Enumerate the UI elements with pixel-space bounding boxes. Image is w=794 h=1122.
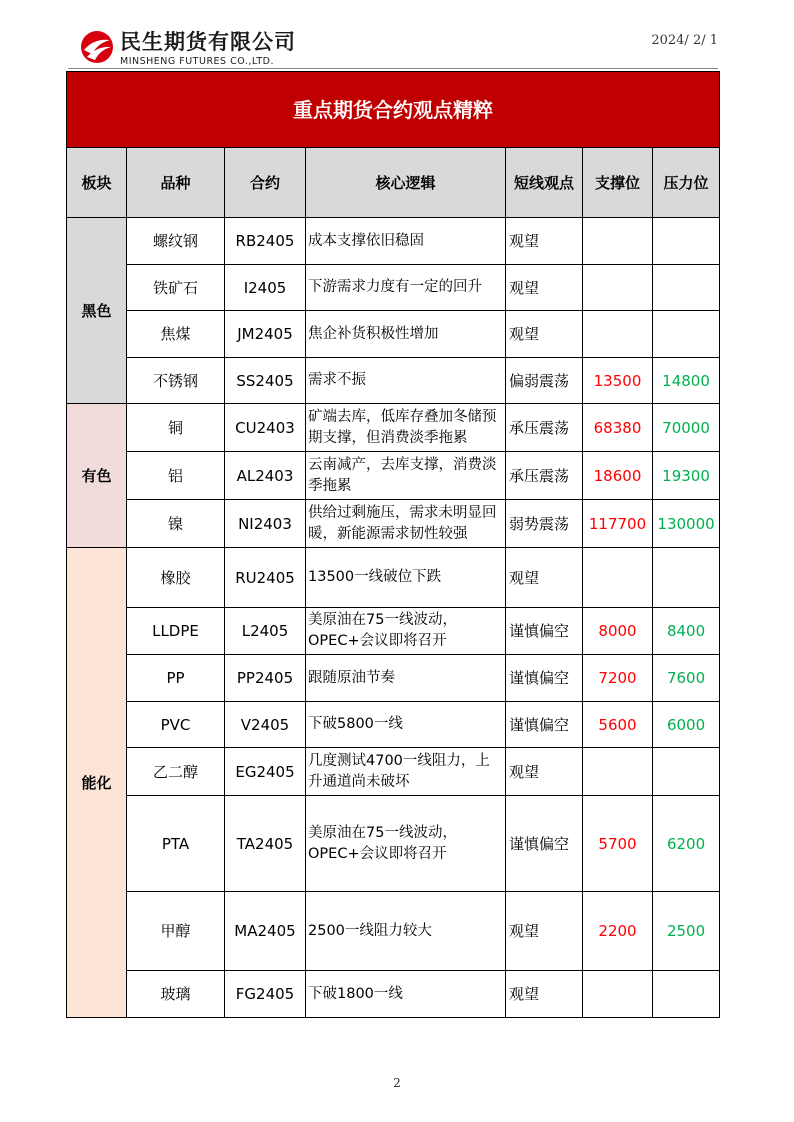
cell-view: 观望 (506, 311, 583, 358)
table-row (67, 265, 720, 311)
header-contract: 合约 (225, 148, 306, 218)
cell-logic: 几度测试4700一线阻力，上升通道尚未破坏 (306, 748, 506, 796)
cell-view: 观望 (506, 971, 583, 1018)
cell-view: 偏弱震荡 (506, 358, 583, 404)
header-view: 短线观点 (506, 148, 583, 218)
table-row (67, 971, 720, 1018)
cell-variety: 铁矿石 (127, 265, 225, 311)
cell-support (583, 971, 653, 1018)
cell-logic: 需求不振 (306, 358, 506, 404)
header-variety: 品种 (127, 148, 225, 218)
cell-resistance (653, 548, 720, 608)
cell-variety: 不锈钢 (127, 358, 225, 404)
cell-support: 2200 (583, 892, 653, 971)
cell-contract: V2405 (225, 702, 306, 748)
cell-resistance: 70000 (653, 404, 720, 452)
cell-resistance: 14800 (653, 358, 720, 404)
cell-support: 117700 (583, 500, 653, 548)
cell-contract: FG2405 (225, 971, 306, 1018)
cell-variety: 玻璃 (127, 971, 225, 1018)
header-divider (68, 68, 718, 69)
cell-variety: 橡胶 (127, 548, 225, 608)
cell-support (583, 218, 653, 265)
cell-view: 弱势震荡 (506, 500, 583, 548)
cell-view: 承压震荡 (506, 404, 583, 452)
cell-view: 观望 (506, 265, 583, 311)
cell-resistance (653, 311, 720, 358)
header-logic: 核心逻辑 (306, 148, 506, 218)
cell-view: 谨慎偏空 (506, 608, 583, 655)
table-row (67, 892, 720, 971)
cell-logic: 矿端去库，低库存叠加冬储预期支撑，但消费淡季拖累 (306, 404, 506, 452)
table-row (67, 358, 720, 404)
table-row (67, 796, 720, 892)
cell-contract: I2405 (225, 265, 306, 311)
cell-resistance: 6200 (653, 796, 720, 892)
table-row (67, 218, 720, 265)
cell-support (583, 548, 653, 608)
table-row (67, 452, 720, 500)
cell-resistance (653, 218, 720, 265)
cell-contract: AL2403 (225, 452, 306, 500)
table-title: 重点期货合约观点精粹 (67, 72, 720, 148)
cell-variety: 铝 (127, 452, 225, 500)
cell-resistance (653, 971, 720, 1018)
cell-logic: 云南减产，去库支撑，消费淡季拖累 (306, 452, 506, 500)
cell-view: 观望 (506, 748, 583, 796)
cell-contract: EG2405 (225, 748, 306, 796)
table-row (67, 608, 720, 655)
cell-resistance: 19300 (653, 452, 720, 500)
cell-contract: RB2405 (225, 218, 306, 265)
cell-logic: 美原油在75一线波动，OPEC+会议即将召开 (306, 608, 506, 655)
sector-nonferrous: 有色 (67, 404, 127, 548)
cell-resistance (653, 748, 720, 796)
cell-contract: NI2403 (225, 500, 306, 548)
cell-view: 谨慎偏空 (506, 702, 583, 748)
cell-logic: 成本支撑依旧稳固 (306, 218, 506, 265)
cell-logic: 2500一线阻力较大 (306, 892, 506, 971)
cell-view: 谨慎偏空 (506, 796, 583, 892)
cell-logic: 焦企补货积极性增加 (306, 311, 506, 358)
cell-variety: PP (127, 655, 225, 702)
cell-support (583, 748, 653, 796)
table-row (67, 655, 720, 702)
cell-variety: 螺纹钢 (127, 218, 225, 265)
cell-logic: 美原油在75一线波动，OPEC+会议即将召开 (306, 796, 506, 892)
cell-variety: LLDPE (127, 608, 225, 655)
cell-contract: L2405 (225, 608, 306, 655)
report-date: 2024/ 2/ 1 (651, 33, 718, 48)
cell-logic: 下游需求力度有一定的回升 (306, 265, 506, 311)
table-header-row (67, 148, 720, 218)
table-row (67, 702, 720, 748)
cell-logic: 下破5800一线 (306, 702, 506, 748)
table-row (67, 311, 720, 358)
cell-support (583, 311, 653, 358)
cell-support: 5700 (583, 796, 653, 892)
header-support: 支撑位 (583, 148, 653, 218)
table-row (67, 404, 720, 452)
cell-support (583, 265, 653, 311)
minsheng-logo-icon (80, 30, 114, 64)
cell-support: 13500 (583, 358, 653, 404)
cell-view: 承压震荡 (506, 452, 583, 500)
page-number: 2 (393, 1076, 401, 1090)
cell-support: 8000 (583, 608, 653, 655)
cell-variety: PVC (127, 702, 225, 748)
cell-support: 7200 (583, 655, 653, 702)
table-row (67, 500, 720, 548)
cell-contract: SS2405 (225, 358, 306, 404)
cell-contract: CU2403 (225, 404, 306, 452)
cell-contract: JM2405 (225, 311, 306, 358)
cell-resistance: 6000 (653, 702, 720, 748)
cell-contract: TA2405 (225, 796, 306, 892)
cell-resistance: 7600 (653, 655, 720, 702)
cell-contract: RU2405 (225, 548, 306, 608)
cell-resistance: 8400 (653, 608, 720, 655)
cell-variety: 乙二醇 (127, 748, 225, 796)
table-title-row (67, 72, 720, 148)
cell-logic: 跟随原油节奏 (306, 655, 506, 702)
page-header (0, 0, 794, 72)
cell-logic: 供给过剩施压，需求未明显回暖，新能源需求韧性较强 (306, 500, 506, 548)
cell-view: 观望 (506, 218, 583, 265)
cell-view: 谨慎偏空 (506, 655, 583, 702)
sector-chemical: 能化 (67, 548, 127, 1018)
cell-variety: 甲醇 (127, 892, 225, 971)
cell-variety: 镍 (127, 500, 225, 548)
company-name-en: MINSHENG FUTURES CO.,LTD. (120, 56, 274, 67)
cell-variety: 焦煤 (127, 311, 225, 358)
sector-black: 黑色 (67, 218, 127, 404)
cell-view: 观望 (506, 548, 583, 608)
cell-support: 5600 (583, 702, 653, 748)
cell-support: 18600 (583, 452, 653, 500)
cell-resistance: 2500 (653, 892, 720, 971)
header-resistance: 压力位 (653, 148, 720, 218)
cell-contract: MA2405 (225, 892, 306, 971)
cell-logic: 下破1800一线 (306, 971, 506, 1018)
table-row (67, 748, 720, 796)
company-name-cn: 民生期货有限公司 (120, 30, 296, 54)
cell-resistance (653, 265, 720, 311)
views-table-container (66, 71, 719, 1018)
cell-contract: PP2405 (225, 655, 306, 702)
cell-view: 观望 (506, 892, 583, 971)
cell-support: 68380 (583, 404, 653, 452)
cell-logic: 13500一线破位下跌 (306, 548, 506, 608)
views-table (66, 71, 720, 1018)
cell-variety: 铜 (127, 404, 225, 452)
cell-variety: PTA (127, 796, 225, 892)
table-row (67, 548, 720, 608)
header-sector: 板块 (67, 148, 127, 218)
cell-resistance: 130000 (653, 500, 720, 548)
